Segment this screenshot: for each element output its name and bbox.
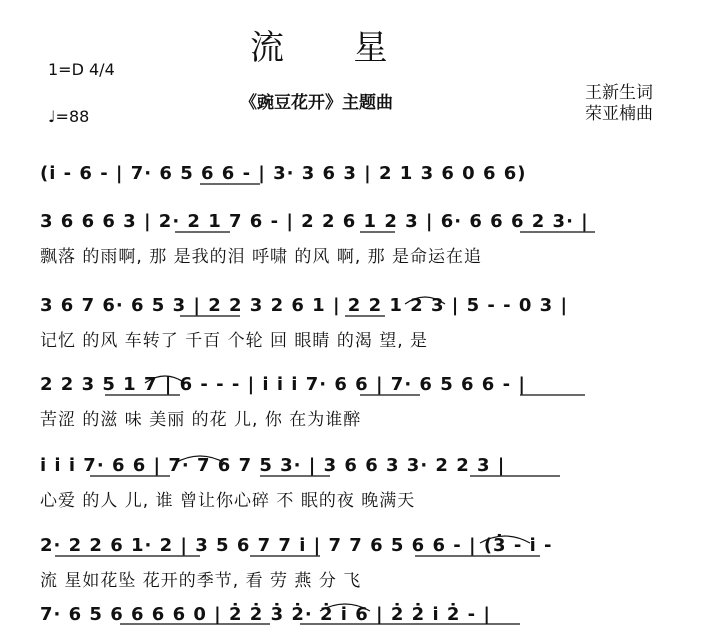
score-line-3-notes: 3 6 7 6· 6 5 3 | 2 2 3 2 6 1 | 2 2 1 2 3 | 5 - - 0 3 | (40, 295, 569, 316)
score-line-5-notes: i̇ i̇ i̇ 7· 6 6 | 7· 7 6 7 5 3· | 3 6 6 3 3· 2 2 3 | (40, 455, 506, 476)
score-line-7-notes: 7· 6 5 6 6 6 6 0 | 2̇ 2̇ 3̇ 2̇· 2̇ i̇ 6 | 2̇ 2̇ i̇ 2̇ - | (40, 604, 491, 625)
key-signature: 1=D 4/4 (48, 60, 115, 79)
tempo-marking: ♩=88 (48, 107, 90, 126)
lyricist: 王新生词 (585, 83, 653, 103)
score-line-3-lyrics: 记忆 的风 车转了 千百 个轮 回 眼睛 的渴 望, 是 (40, 331, 429, 351)
score-line-6-notes: 2· 2 2 6 1· 2 | 3 5 6 7 7 i̇ | 7 7 6 5 6 6 - | (3̇ - i̇ - (40, 535, 553, 556)
score-line-6-lyrics: 流 星如花坠 花开的季节, 看 劳 燕 分 飞 (40, 571, 362, 591)
score-line-4-lyrics: 苦涩 的滋 味 美丽 的花 儿, 你 在为谁醉 (40, 410, 362, 430)
score-line-2-notes: 3 6 6 6 3 | 2· 2 1 7 6 - | 2 2 6 1 2 3 | 6· 6 6 6 2 3· | (40, 211, 589, 232)
song-subtitle: 《豌豆花开》主题曲 (240, 93, 393, 113)
score-line-4-notes: 2 2 3 5 1 7 | 6 - - - | i̇ i̇ i̇ 7· 6 6 | 7· 6 5 6 6 - | (40, 374, 526, 395)
composer: 荣亚楠曲 (585, 104, 653, 124)
score-line-1-notes: (i̇ - 6 - | 7· 6 5 6 6 - | 3· 3 6 3 | 2 1 3 6 0 6 6) (40, 163, 527, 184)
score-line-2-lyrics: 飘落 的雨啊, 那 是我的泪 呼啸 的风 啊, 那 是命运在追 (40, 247, 483, 267)
score-line-5-lyrics: 心爱 的人 儿, 谁 曾让你心碎 不 眠的夜 晚满天 (40, 491, 416, 511)
song-title: 流 星 (250, 28, 388, 68)
